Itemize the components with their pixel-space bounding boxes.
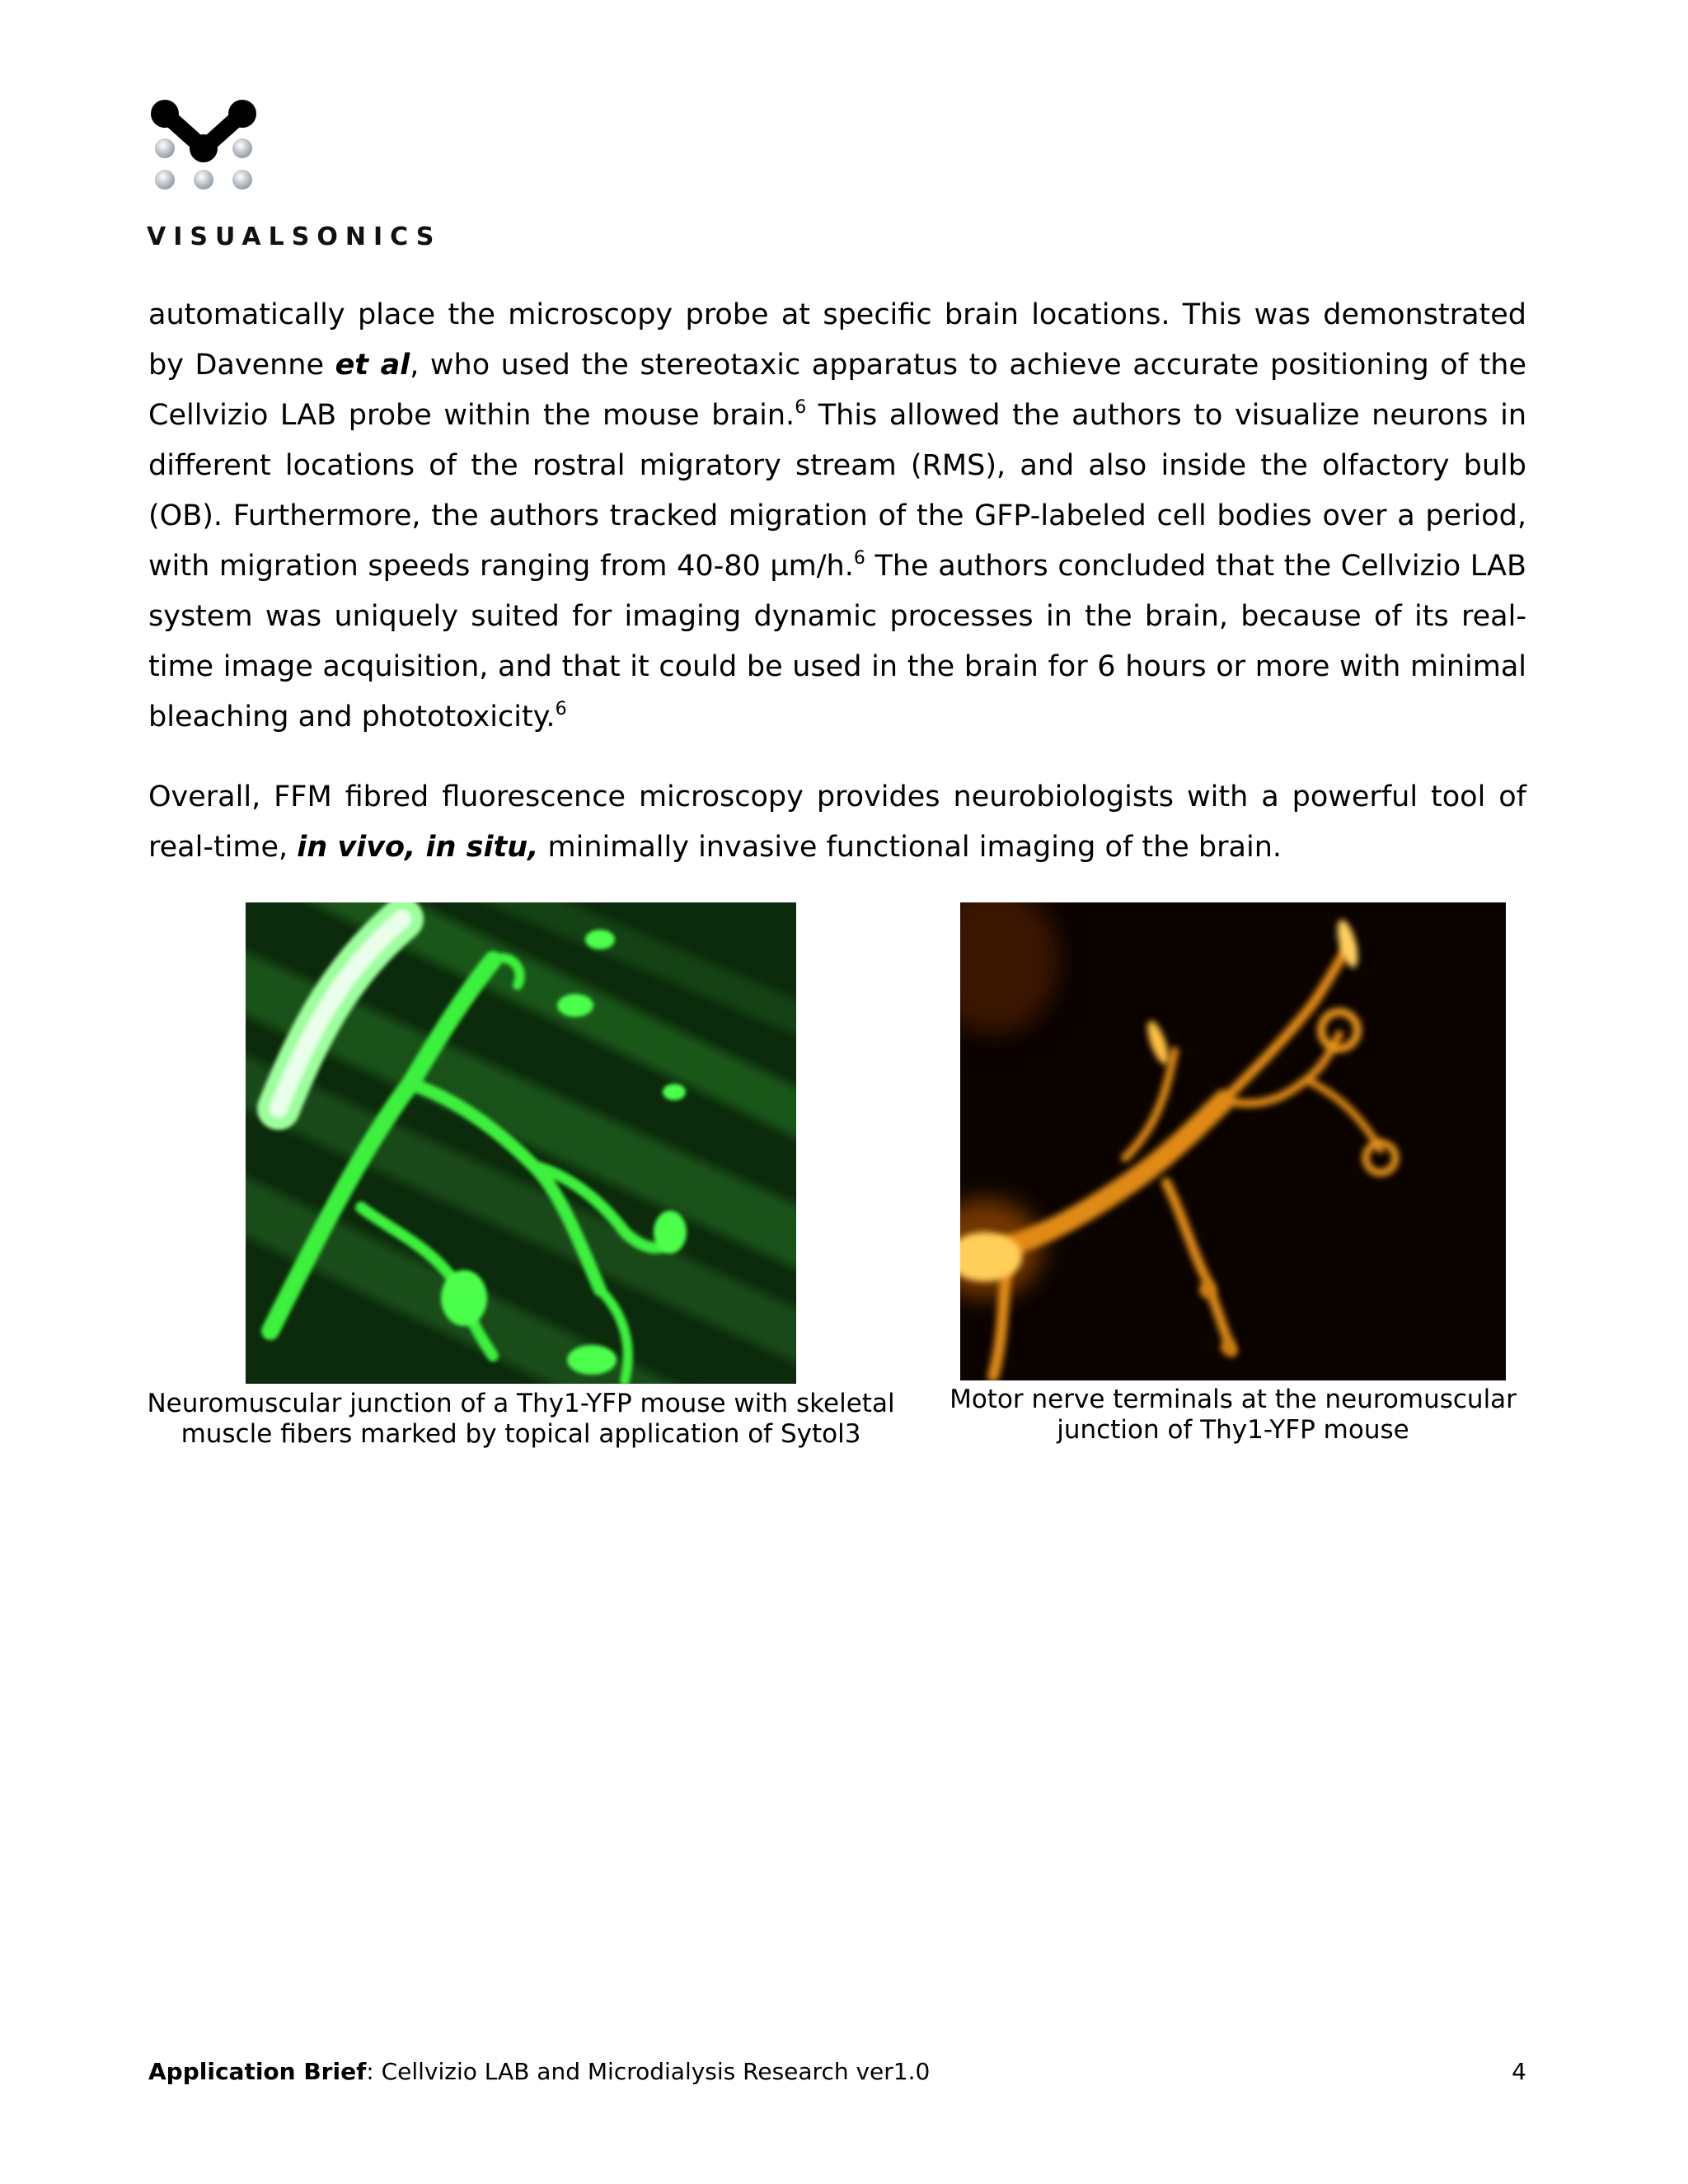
p1-ref-1: 6 [795,397,807,418]
p1-ref-3: 6 [555,699,567,719]
p2-emphasis: in vivo, in situ, [297,831,539,864]
figure-2-caption [923,1385,1543,1446]
figure-2-caption-line-2: junction of Thy1-YFP mouse [1057,1415,1409,1445]
p1-et-al: et al [335,349,410,382]
figure-motor-nerve-terminals-orange [960,902,1506,1380]
figure-1-caption [132,1389,910,1450]
logo-mark-icon [147,97,262,204]
p2-text-2: minimally invasive functional imaging of the brain. [538,831,1282,864]
paragraph-2 [148,772,1526,873]
p1-ref-2: 6 [853,548,865,569]
paragraph-1 [148,290,1526,743]
p1-text-3: This allowed the authors to visualize neurons in different locations of the rostral migratory stream (RMS), and also inside the olfactory bulb (OB). Furthermore, the authors tracked migration of the GFP-labeled cell bodies over a period, with migration speeds ranging from 40-80 µm/h. [148,399,1526,583]
footer-label: Application Brief [148,2058,367,2085]
figure-2-caption-line-1: Motor nerve terminals at the neuromuscular [950,1385,1517,1414]
page-number: 4 [1512,2058,1526,2085]
p2-text-1: Overall, FFM fibred fluorescence microscopy provides neurobiologists with a powerful tool of real-time, [148,780,1526,864]
p1-text-1: automatically place the microscopy probe at specific brain locations. This was demonstrated by Davenne [148,298,1526,382]
p1-text-4: The authors concluded that the Cellvizio LAB system was uniquely suited for imaging dynamic processes in the brain, because of its real-time image acquisition, and that it could be used in the brain for 6 hours or more with minimal bleaching and phototoxicity. [148,550,1526,733]
p1-text-2: , who used the stereotaxic apparatus to achieve accurate positioning of the Cellvizio LAB probe within the mouse brain. [148,349,1526,432]
footer-text: : Cellvizio LAB and Microdialysis Research ver1.0 [366,2058,931,2085]
figure-1-caption-line-1: Neuromuscular junction of a Thy1-YFP mouse with skeletal [147,1389,895,1418]
figure-neuromuscular-junction-green [246,902,796,1384]
figure-1-caption-line-2: muscle fibers marked by topical application of Sytol3 [181,1419,861,1449]
visualsonics-logo [147,97,442,254]
page-footer [148,2058,1526,2085]
logo-wordmark: VISUALSONICS [147,223,442,251]
